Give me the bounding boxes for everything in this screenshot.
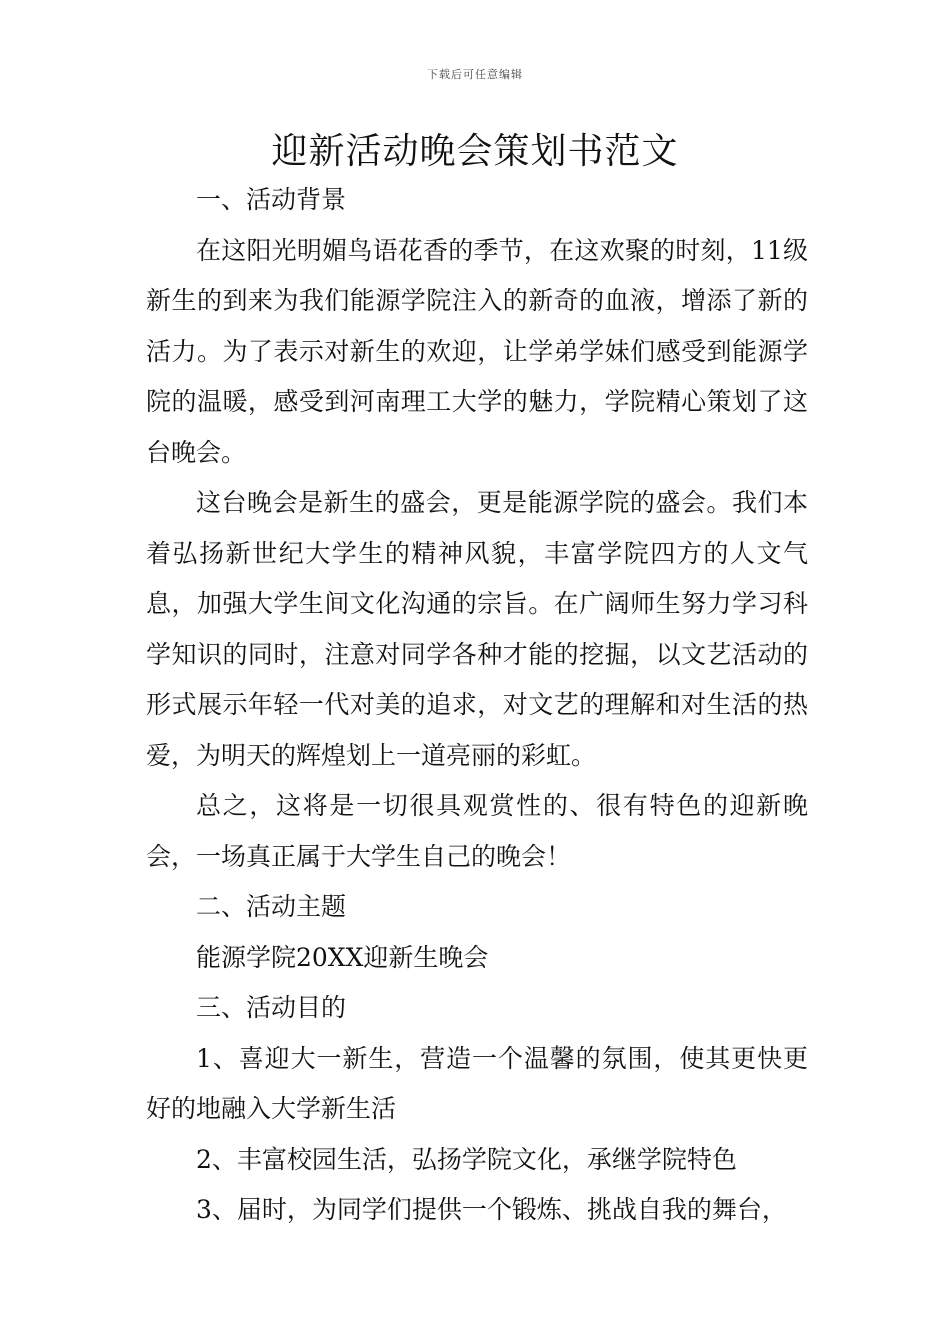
section-heading-theme: 二、活动主题 <box>196 892 347 921</box>
paragraph: 总之，这将是一切很具观赏性的、很有特色的迎新晚会，一场真正属于大学生自己的晚会！ <box>146 791 808 871</box>
paragraph: 这台晚会是新生的盛会，更是能源学院的盛会。我们本着弘扬新世纪大学生的精神风貌，丰富学院四方的人文气息，加强大学生间文化沟通的宗旨。在广阔师生努力学习科学知识的同时，注意对同学各种才能的挖掘，以文艺活动的形式展示年轻一代对美的追求，对文艺的理解和对生活的热爱，为明天的辉煌划上一道亮丽的彩虹。 <box>146 488 808 770</box>
section-heading-background: 一、活动背景 <box>196 185 347 214</box>
list-item: 1、喜迎大一新生，营造一个温馨的氛围，使其更快更好的地融入大学新生活 <box>146 1043 808 1123</box>
list-item: 3、届时，为同学们提供一个锻炼、挑战自我的舞台， <box>196 1195 787 1224</box>
paragraph: 在这阳光明媚鸟语花香的季节，在这欢聚的时刻，11级新生的到来为我们能源学院注入的新奇的血液，增添了新的活力。为了表示对新生的欢迎，让学弟学妹们感受到能源学院的温暖，感受到河南理工大学的魅力，学院精心策划了这台晚会。 <box>146 235 808 467</box>
paragraph: 能源学院20XX迎新生晚会 <box>196 942 489 972</box>
document-title: 迎新活动晚会策划书范文 <box>271 131 679 172</box>
document-body <box>146 175 808 1236</box>
section-heading-purpose: 三、活动目的 <box>196 993 347 1022</box>
header-note: 下载后可任意编辑 <box>427 68 523 81</box>
list-item: 2、丰富校园生活，弘扬学院文化，承继学院特色 <box>196 1144 737 1174</box>
